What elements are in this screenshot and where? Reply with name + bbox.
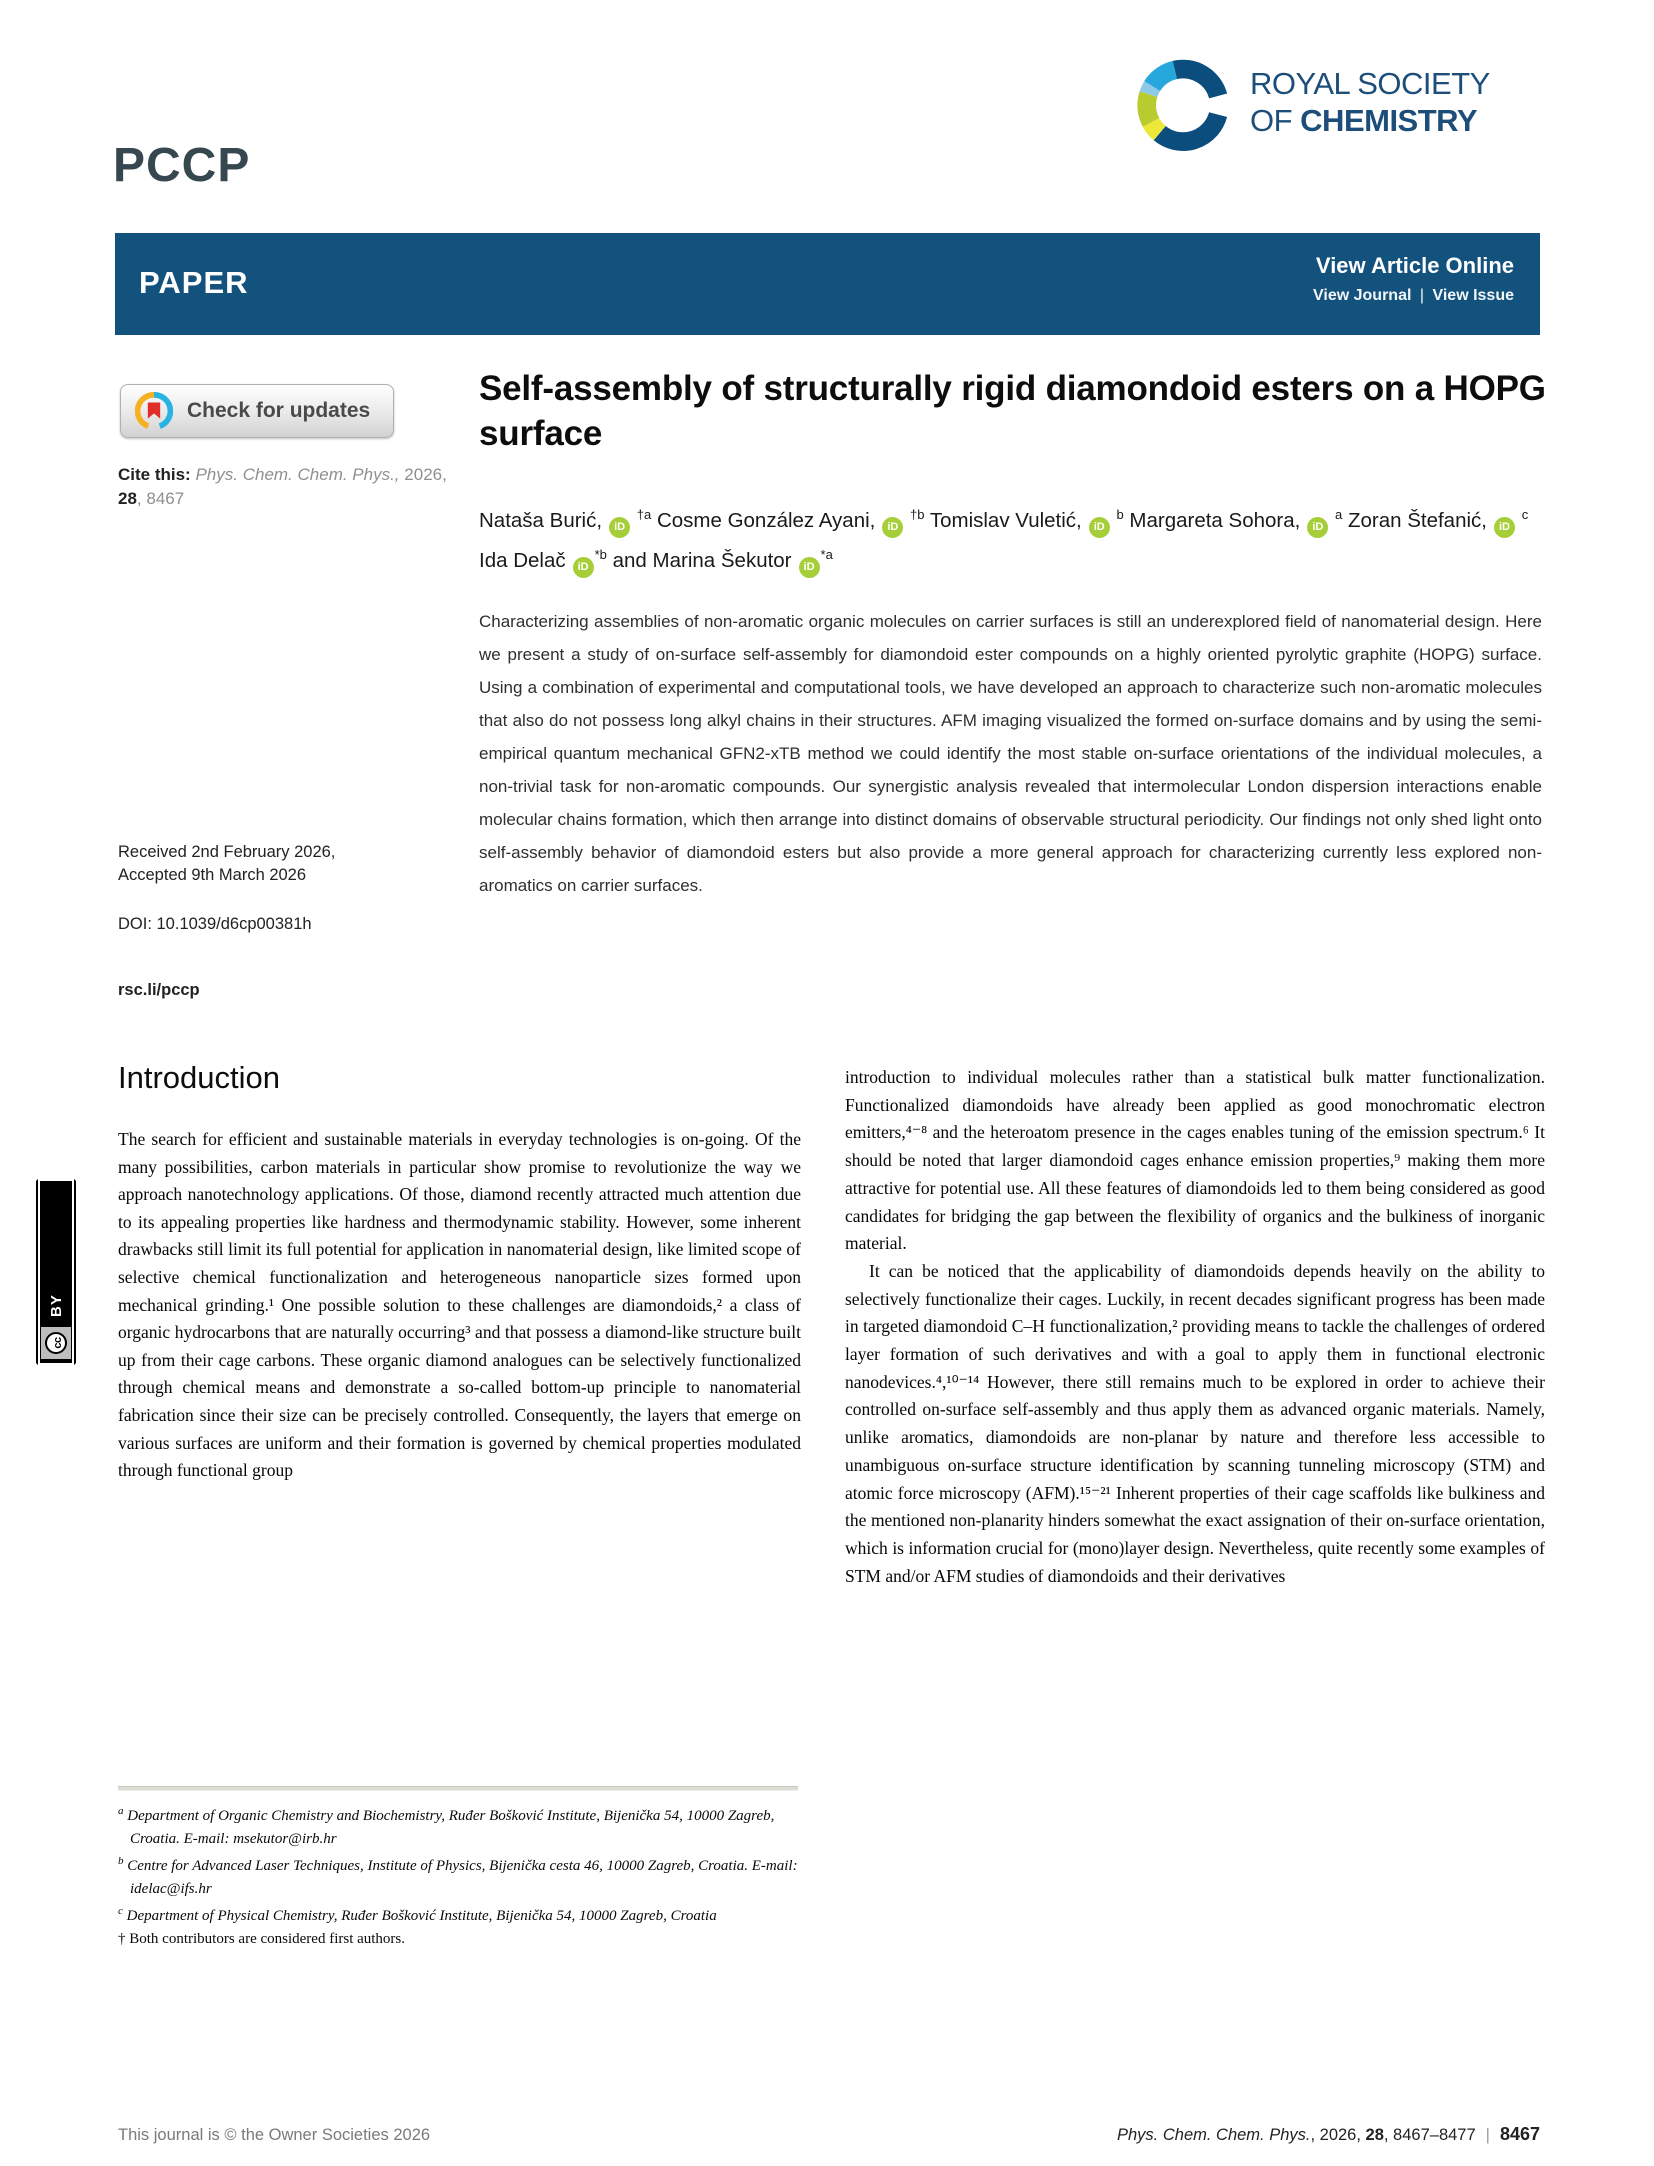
- view-article-online-link[interactable]: View Article Online: [1315, 253, 1514, 278]
- cite-journal: Phys. Chem. Chem. Phys.,: [195, 465, 400, 484]
- orcid-icon[interactable]: iD: [1089, 517, 1110, 538]
- author: [479, 509, 651, 532]
- author-name: Ida Delač: [479, 548, 566, 572]
- orcid-icon[interactable]: iD: [799, 557, 820, 578]
- author-affiliation-mark: *a: [820, 546, 833, 562]
- author-affiliation-mark: †a: [636, 507, 652, 522]
- banner-divider: |: [1419, 287, 1425, 304]
- orcid-icon[interactable]: iD: [882, 517, 903, 538]
- orcid-icon[interactable]: iD: [1494, 517, 1515, 538]
- author-affiliation-mark: c: [1521, 507, 1529, 522]
- rsc-c-mark-icon: [1128, 46, 1238, 158]
- author-name: Nataša Burić,: [479, 508, 603, 532]
- footnote-divider: [118, 1786, 798, 1791]
- footer-citation: [1117, 2124, 1540, 2145]
- article-type-label: PAPER: [139, 265, 249, 300]
- check-for-updates-label: Check for updates: [187, 399, 371, 422]
- accepted-date: Accepted 9th March 2026: [118, 866, 307, 884]
- section-heading-introduction: Introduction: [118, 1060, 280, 1095]
- journal-logo: PCCP: [113, 139, 251, 192]
- footer-year: , 2026,: [1310, 2126, 1366, 2144]
- footer-page-number: 8467: [1499, 2124, 1540, 2144]
- author: [657, 509, 925, 532]
- rsc-logo: [1128, 46, 1490, 158]
- body-column-left: [118, 1126, 801, 1485]
- footer-copyright: This journal is © the Owner Societies 2026: [118, 2126, 431, 2144]
- footnote-a: $^a$ Department of Organic Chemistry and Biochemistry, Ruđer Bošković Institute, Bijenička 54, 10000 Zagreb, Croatia. E-mail: msekutor@irb.hr: [118, 1805, 775, 1847]
- orcid-icon[interactable]: iD: [1307, 517, 1328, 538]
- footer-bar: |: [1485, 2126, 1490, 2144]
- author-name: Tomislav Vuletić,: [929, 508, 1082, 532]
- citation-info: [118, 463, 463, 511]
- article-type-banner: [115, 233, 1540, 335]
- author: [612, 546, 833, 573]
- author: [1129, 509, 1342, 532]
- view-issue-link[interactable]: View Issue: [1432, 287, 1514, 304]
- received-date: Received 2nd February 2026,: [118, 843, 336, 861]
- cite-year: 2026,: [404, 465, 447, 484]
- author: [479, 546, 607, 573]
- author-affiliation-mark: b: [1116, 507, 1124, 522]
- author: [930, 509, 1124, 532]
- cc-by-license-badge[interactable]: [36, 1177, 76, 1367]
- page-title: Self-assembly of structurally rigid diamondoid esters on a HOPG surface: [479, 369, 1546, 453]
- rsc-line1: ROYAL SOCIETY: [1250, 66, 1490, 101]
- author-affiliation-mark: †b: [910, 507, 925, 522]
- intro-paragraph-1: The search for efficient and sustainable materials in everyday technologies is on-going. Of the many possibilities, carbon materials in particular show promise to revolutionize the way we approach nanotechnology applications. Of those, diamond recently attracted much attention due to its appealing properties like hardness and thermodynamic stability. However, some inherent drawbacks still limit its full potential for application in nanomaterial design, like limited scope of selective chemical functionalization and heterogeneous nanoparticle sizes formed upon mechanical grinding.¹ One possible solution to these challenges are diamondoids,² a class of organic hydrocarbons that are naturally occurring³ and that possess a diamond-like structure built up from their cage carbons. These organic diamond analogues can be selectively functionalized through chemical means and demonstrate a so-called bottom-up principle to nanomaterial fabrication since their size can be precisely controlled. Consequently, the layers that emerge on various surfaces are uniform and their formation is governed by chemical properties modulated through functional group: [118, 1129, 801, 1481]
- author-name: Zoran Štefanić,: [1347, 508, 1487, 532]
- author-affiliation-mark: a: [1335, 507, 1343, 522]
- view-journal-link[interactable]: View Journal: [1313, 287, 1412, 304]
- author: [1348, 509, 1528, 532]
- author-name: and Marina Šekutor: [612, 548, 792, 572]
- received-accepted: [118, 841, 463, 887]
- journal-url-link[interactable]: rsc.li/pccp: [118, 981, 200, 999]
- check-for-updates-button[interactable]: [120, 384, 394, 438]
- orcid-icon[interactable]: iD: [609, 517, 630, 538]
- footnote-dagger: † Both contributors are considered first authors.: [118, 1930, 406, 1947]
- intro-paragraph-3: It can be noticed that the applicability of diamondoids depends heavily on the ability to selectively functionalize their cages. Luckily, in recent decades significant progress has been made in targeted diamondoid C–H functionalization,² providing means to tackle the challenges of ordered layer formation of such derivatives and with a goal to apply them in functional electronic nanodevices.⁴,¹⁰⁻¹⁴ However, there still remains much to be explored in order to achieve their controlled on-surface self-assembly and thus apply them as advanced organic materials. Namely, unlike aromatics, diamondoids are non-planar by nature and therefore less accessible to unambiguous on-surface structure identification by scanning tunneling microscopy (STM) and atomic force microscopy (AFM).¹⁵⁻²¹ Inherent properties of their cage scaffolds like bulkiness and the mentioned non-planarity hinders somewhat the exact assignation of their on-surface orientation, which is information crucial for (mono)layer design. Nevertheless, quite recently some examples of STM and/or AFM studies of diamondoids and their derivatives: [845, 1260, 1545, 1586]
- author-name: Cosme González Ayani,: [656, 508, 876, 532]
- orcid-icon[interactable]: iD: [573, 557, 594, 578]
- footnotes: [118, 1800, 808, 1950]
- cite-volume: 28: [118, 489, 137, 508]
- cite-pages: , 8467: [136, 489, 185, 508]
- body-column-right: [845, 1064, 1545, 1590]
- cc-logo-background: [41, 1327, 71, 1359]
- footnote-c: $^c$ Department of Physical Chemistry, Ruđer Bošković Institute, Bijenička 54, 10000 Zagreb, Croatia: [118, 1905, 717, 1924]
- author-name: Margareta Sohora,: [1129, 508, 1301, 532]
- crossmark-icon: [135, 392, 173, 430]
- intro-paragraph-2: introduction to individual molecules rather than a statistical bulk matter functionalization. Functionalized diamondoids have already been applied as good monochromatic electron emitters,⁴⁻⁸ and the heteroatom presence in the cages enables tuning of the emission spectrum.⁶ It should be noted that larger diamondoid cages enhance emission properties,⁹ making them more attractive for potential use. All these features of diamondoids led to them being considered as good candidates for bridging the gap between the flexibility of organics and the bulkiness of inorganic material.: [845, 1067, 1545, 1254]
- footer-volume: 28: [1365, 2126, 1384, 2144]
- abstract: Characterizing assemblies of non-aromatic organic molecules on carrier surfaces is still an underexplored field of nanomaterial design. Here we present a study of on-surface self-assembly for diamondoid ester compounds on a highly oriented pyrolytic graphite (HOPG) surface. Using a combination of experimental and computational tools, we have developed an approach to characterize such non-aromatic molecules that also do not possess long alkyl chains in their structures. AFM imaging visualized the formed on-surface domains and by using the semi-empirical quantum mechanical GFN2-xTB method we could identify the most stable on-surface orientations of the individual molecules, a non-trivial task for non-aromatic compounds. Our synergistic analysis revealed that intermolecular London dispersion interactions enable molecular chains formation, which then arrange into distinct domains of observable structural periodicity. Our findings not only shed light onto self-assembly behavior of diamondoid esters but also provide a more general approach for characterizing currently less explored non-aromatics on carrier surfaces.: [479, 612, 1542, 895]
- author-affiliation-mark: *b: [594, 546, 607, 562]
- cc-icon: cc: [45, 1332, 67, 1354]
- rsc-wordmark: [1250, 65, 1490, 139]
- footer-journal: Phys. Chem. Chem. Phys.: [1117, 2126, 1311, 2144]
- cite-label: Cite this:: [118, 465, 191, 484]
- rsc-line2: OF CHEMISTRY: [1250, 103, 1478, 138]
- doi: DOI: 10.1039/d6cp00381h: [118, 915, 312, 933]
- author-list: [479, 498, 1561, 578]
- footnote-b: $^b$ Centre for Advanced Laser Techniques, Institute of Physics, Bijenička cesta 46, 10000 Zagreb, Croatia. E-mail: idelac@ifs.hr: [118, 1855, 798, 1897]
- cc-by-label: BY: [47, 1294, 65, 1317]
- footer-pages: , 8467–8477: [1383, 2126, 1476, 2144]
